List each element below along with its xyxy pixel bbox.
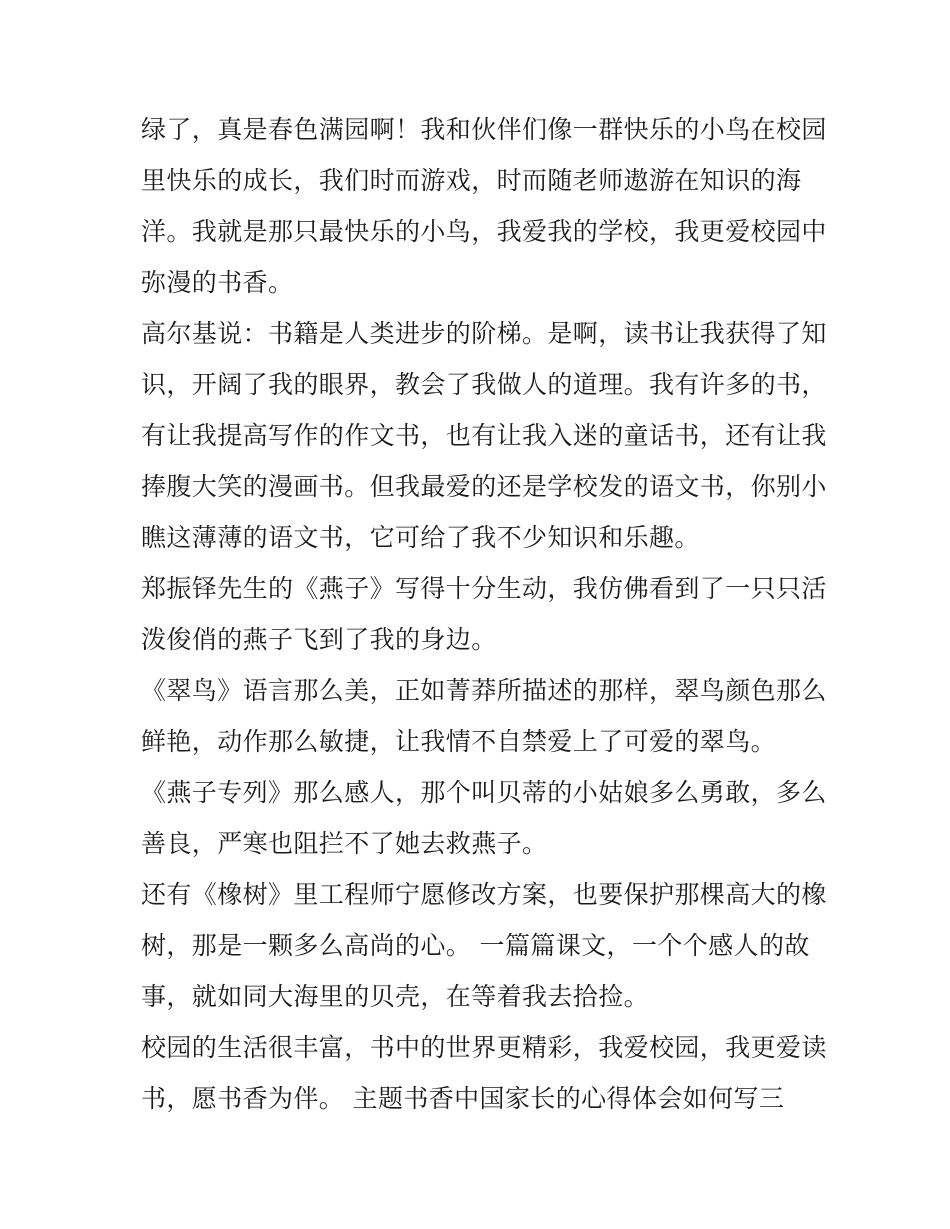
text-line: 弥漫的书香。	[141, 268, 294, 297]
text-line: 书，愿书香为伴。 主题书香中国家长的心得体会如何写三	[141, 1084, 785, 1113]
text-line: 《燕子专列》那么感人，那个叫贝蒂的小姑娘多么勇敢，多么	[141, 778, 827, 807]
text-line: 有让我提高写作的作文书，也有让我入迷的童话书，还有让我	[141, 421, 827, 450]
text-line: 瞧这薄薄的语文书，它可给了我不少知识和乐趣。	[141, 523, 700, 552]
text-line: 还有《橡树》里工程师宁愿修改方案，也要保护那棵高大的橡	[141, 880, 827, 909]
text-line: 郑振铎先生的《燕子》写得十分生动，我仿佛看到了一只只活	[141, 574, 827, 603]
text-line: 善良，严寒也阻拦不了她去救燕子。	[141, 829, 548, 858]
text-line: 里快乐的成长，我们时而游戏，时而随老师遨游在知识的海	[141, 166, 802, 195]
text-line: 绿了，真是春色满园啊！我和伙伴们像一群快乐的小鸟在校园	[141, 115, 827, 144]
text-line: 树，那是一颗多么高尚的心。 一篇篇课文，一个个感人的故	[141, 931, 810, 960]
text-line: 《翠鸟》语言那么美，正如菁莽所描述的那样，翠鸟颜色那么	[141, 676, 827, 705]
text-line: 高尔基说：书籍是人类进步的阶梯。是啊，读书让我获得了知	[141, 319, 827, 348]
body-text	[141, 104, 827, 1124]
text-line: 捧腹大笑的漫画书。但我最爱的还是学校发的语文书，你别小	[141, 472, 827, 501]
text-line: 鲜艳，动作那么敏捷，让我情不自禁爱上了可爱的翠鸟。	[141, 727, 777, 756]
text-line: 校园的生活很丰富，书中的世界更精彩，我爱校园，我更爱读	[141, 1033, 827, 1062]
text-line: 识，开阔了我的眼界，教会了我做人的道理。我有许多的书，	[141, 370, 827, 399]
text-line: 事，就如同大海里的贝壳，在等着我去拾捡。	[141, 982, 650, 1011]
text-line: 洋。我就是那只最快乐的小鸟，我爱我的学校，我更爱校园中	[141, 217, 827, 246]
text-line: 泼俊俏的燕子飞到了我的身边。	[141, 625, 497, 654]
